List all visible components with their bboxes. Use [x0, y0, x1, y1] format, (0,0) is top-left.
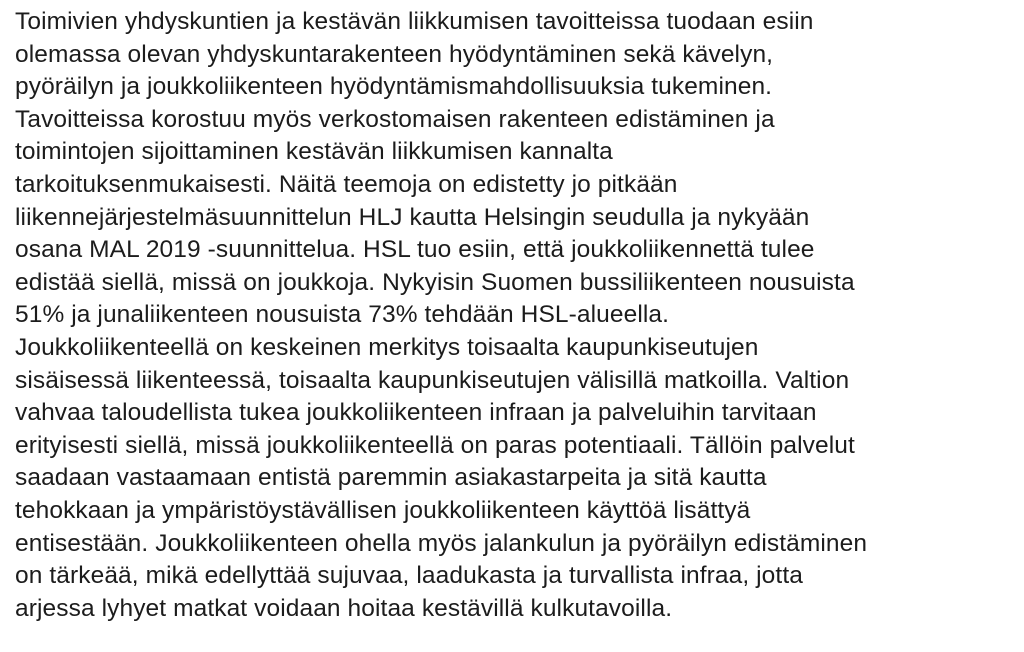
text-line: Joukkoliikenteellä on keskeinen merkitys toisaalta kaupunkiseutujen	[15, 333, 759, 361]
text-line: osana MAL 2019 -suunnittelua. HSL tuo esiin, että joukkoliikennettä tulee	[15, 236, 815, 264]
text-line: olemassa olevan yhdyskuntarakenteen hyödyntäminen sekä kävelyn,	[15, 40, 774, 68]
text-line: entisestään. Joukkoliikenteen ohella myös jalankulun ja pyöräilyn edistäminen	[15, 529, 868, 557]
text-line: erityisesti siellä, missä joukkoliikenteellä on paras potentiaali. Tällöin palvelut	[15, 431, 855, 459]
text-line: Toimivien yhdyskuntien ja kestävän liikkumisen tavoitteissa tuodaan esiin	[15, 8, 814, 35]
text-line: arjessa lyhyet matkat voidaan hoitaa kestävillä kulkutavoilla.	[15, 594, 673, 622]
text-line: liikennejärjestelmäsuunnittelun HLJ kautta Helsingin seudulla ja nykyään	[15, 203, 810, 231]
text-line: saadaan vastaamaan entistä paremmin asiakastarpeita ja sitä kautta	[15, 464, 767, 492]
text-line: toimintojen sijoittaminen kestävän liikkumisen kannalta	[15, 138, 613, 166]
text-line: edistää siellä, missä on joukkoja. Nykyisin Suomen bussiliikenteen nousuista	[15, 268, 855, 296]
text-line: sisäisessä liikenteessä, toisaalta kaupunkiseutujen välisillä matkoilla. Valtion	[15, 366, 850, 394]
text-line: on tärkeää, mikä edellyttää sujuvaa, laadukasta ja turvallista infraa, jotta	[15, 562, 803, 590]
text-line: tehokkaan ja ympäristöystävällisen joukkoliikenteen käyttöä lisättyä	[15, 496, 751, 524]
body-paragraph	[15, 6, 1024, 625]
text-line: vahvaa taloudellista tukea joukkoliikenteen infraan ja palveluihin tarvitaan	[15, 399, 817, 427]
text-line: pyöräilyn ja joukkoliikenteen hyödyntämismahdollisuuksia tukeminen.	[15, 73, 773, 101]
text-line: Tavoitteissa korostuu myös verkostomaisen rakenteen edistäminen ja	[15, 105, 775, 133]
text-line: 51% ja junaliikenteen nousuista 73% tehdään HSL-alueella.	[15, 301, 670, 329]
text-line: tarkoituksenmukaisesti. Näitä teemoja on edistetty jo pitkään	[15, 170, 678, 198]
